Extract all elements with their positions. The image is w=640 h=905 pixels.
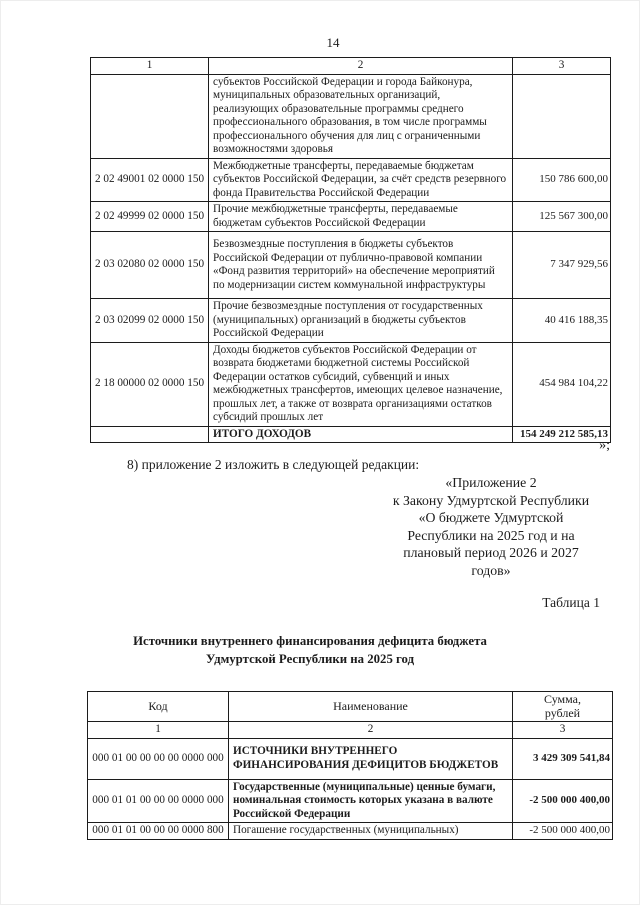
table-row: [91, 299, 611, 343]
appendix-line: Республики на 2025 год и на: [407, 527, 575, 543]
row-name: Прочие межбюджетные трансферты, передаваемые бюджетам субъектов Российской Федерации: [209, 202, 513, 232]
row-sum: 3 429 309 541,84: [513, 738, 613, 779]
header-sum-line: рублей: [544, 705, 581, 720]
row-code: 000 01 01 00 00 00 0000 800: [88, 823, 229, 840]
row-sum: -2 500 000 400,00: [513, 823, 613, 840]
row-code: [91, 74, 209, 158]
col-number-2: 2: [229, 722, 513, 739]
page-number: 14: [326, 35, 340, 50]
total-sum: 154 249 212 585,13: [513, 426, 611, 443]
row-name: Погашение государственных (муниципальных): [229, 823, 513, 840]
col-number-1: 1: [88, 722, 229, 739]
revenues-table: [90, 57, 611, 443]
deficit-sources-table: [87, 691, 613, 840]
header-name: Наименование: [229, 692, 513, 722]
appendix-line: к Закону Удмуртской Республики: [392, 492, 590, 508]
table-row: [91, 232, 611, 299]
closing-quote-mark: »;: [599, 438, 610, 453]
row-name: Безвозмездные поступления в бюджеты субъектов Российской Федерации от публично-правовой компании «Фонд развития территорий» на обеспечение мероприятий по модернизации систем коммунальной инфраструктуры: [209, 232, 513, 299]
row-sum: [513, 74, 611, 158]
appendix-line: «О бюджете Удмуртской: [418, 510, 564, 526]
table-row: [91, 342, 611, 426]
column-number-row: [88, 722, 613, 739]
row-code: 2 02 49999 02 0000 150: [91, 202, 209, 232]
row-sum: 7 347 929,56: [513, 232, 611, 299]
col-number-3: 3: [513, 58, 611, 75]
row-code: 000 01 01 00 00 00 0000 000: [88, 779, 229, 823]
appendix-line: плановый период 2026 и 2027: [403, 545, 579, 561]
table-row: [91, 158, 611, 202]
row-name: Государственные (муниципальные) ценные бумаги, номинальная стоимость которых указана в валюте Российской Федерации: [229, 779, 513, 823]
total-label: ИТОГО ДОХОДОВ: [209, 426, 513, 443]
row-sum: 40 416 188,35: [513, 299, 611, 343]
row-name: Прочие безвозмездные поступления от государственных (муниципальных) организаций в бюджеты субъектов Российской Федерации: [209, 299, 513, 343]
section-title: [90, 632, 530, 668]
table-caption: Таблица 1: [542, 595, 600, 610]
table-header-row: [91, 58, 611, 75]
total-code-empty: [91, 426, 209, 443]
col-number-2: 2: [209, 58, 513, 75]
appendix-line: «Приложение 2: [445, 475, 537, 490]
row-name: Доходы бюджетов субъектов Российской Федерации от возврата бюджетами бюджетной системы Российской Федерации остатков субсидий, субвенций и иных межбюджетных трансфертов, имеющих целевое назначение, прошлых лет, а также от возврата организациями остатков субсидий прошлых лет: [209, 342, 513, 426]
appendix-line: годов»: [471, 562, 511, 578]
table-header-row: [88, 692, 613, 722]
row-code: 2 18 00000 02 0000 150: [91, 342, 209, 426]
row-name: Межбюджетные трансферты, передаваемые бюджетам субъектов Российской Федерации, за счёт средств резервного фонда Правительства Российской Федерации: [209, 158, 513, 202]
table-row: [88, 738, 613, 779]
header-sum: [513, 692, 613, 722]
table-row: [88, 779, 613, 823]
header-sum-line: Сумма,: [544, 692, 581, 706]
total-row: [91, 426, 611, 443]
col-number-1: 1: [91, 58, 209, 75]
section-title-line: Источники внутреннего финансирования дефицита бюджета: [133, 634, 487, 648]
section-title-line: Удмуртской Республики на 2025 год: [205, 652, 415, 666]
row-sum: 125 567 300,00: [513, 202, 611, 232]
row-name: субъектов Российской Федерации и города Байконура, муниципальных образовательных организаций, реализующих образовательные программы среднего профессионального образования, в том числе программы профессионального обучения для лиц с ограниченными возможностями здоровья: [209, 74, 513, 158]
table-row: [88, 823, 613, 840]
table-row: [91, 74, 611, 158]
row-code: 2 02 49001 02 0000 150: [91, 158, 209, 202]
row-code: 2 03 02099 02 0000 150: [91, 299, 209, 343]
row-sum: -2 500 000 400,00: [513, 779, 613, 823]
table-row: [91, 202, 611, 232]
col-number-3: 3: [513, 722, 613, 739]
row-name: ИСТОЧНИКИ ВНУТРЕННЕГО ФИНАНСИРОВАНИЯ ДЕФИЦИТОВ БЮДЖЕТОВ: [229, 738, 513, 779]
appendix-heading-block: [368, 474, 614, 580]
header-code: Код: [88, 692, 229, 722]
row-code: 2 03 02080 02 0000 150: [91, 232, 209, 299]
row-sum: 454 984 104,22: [513, 342, 611, 426]
row-code: 000 01 00 00 00 00 0000 000: [88, 738, 229, 779]
amendment-clause: 8) приложение 2 изложить в следующей редакции:: [127, 457, 420, 472]
row-sum: 150 786 600,00: [513, 158, 611, 202]
